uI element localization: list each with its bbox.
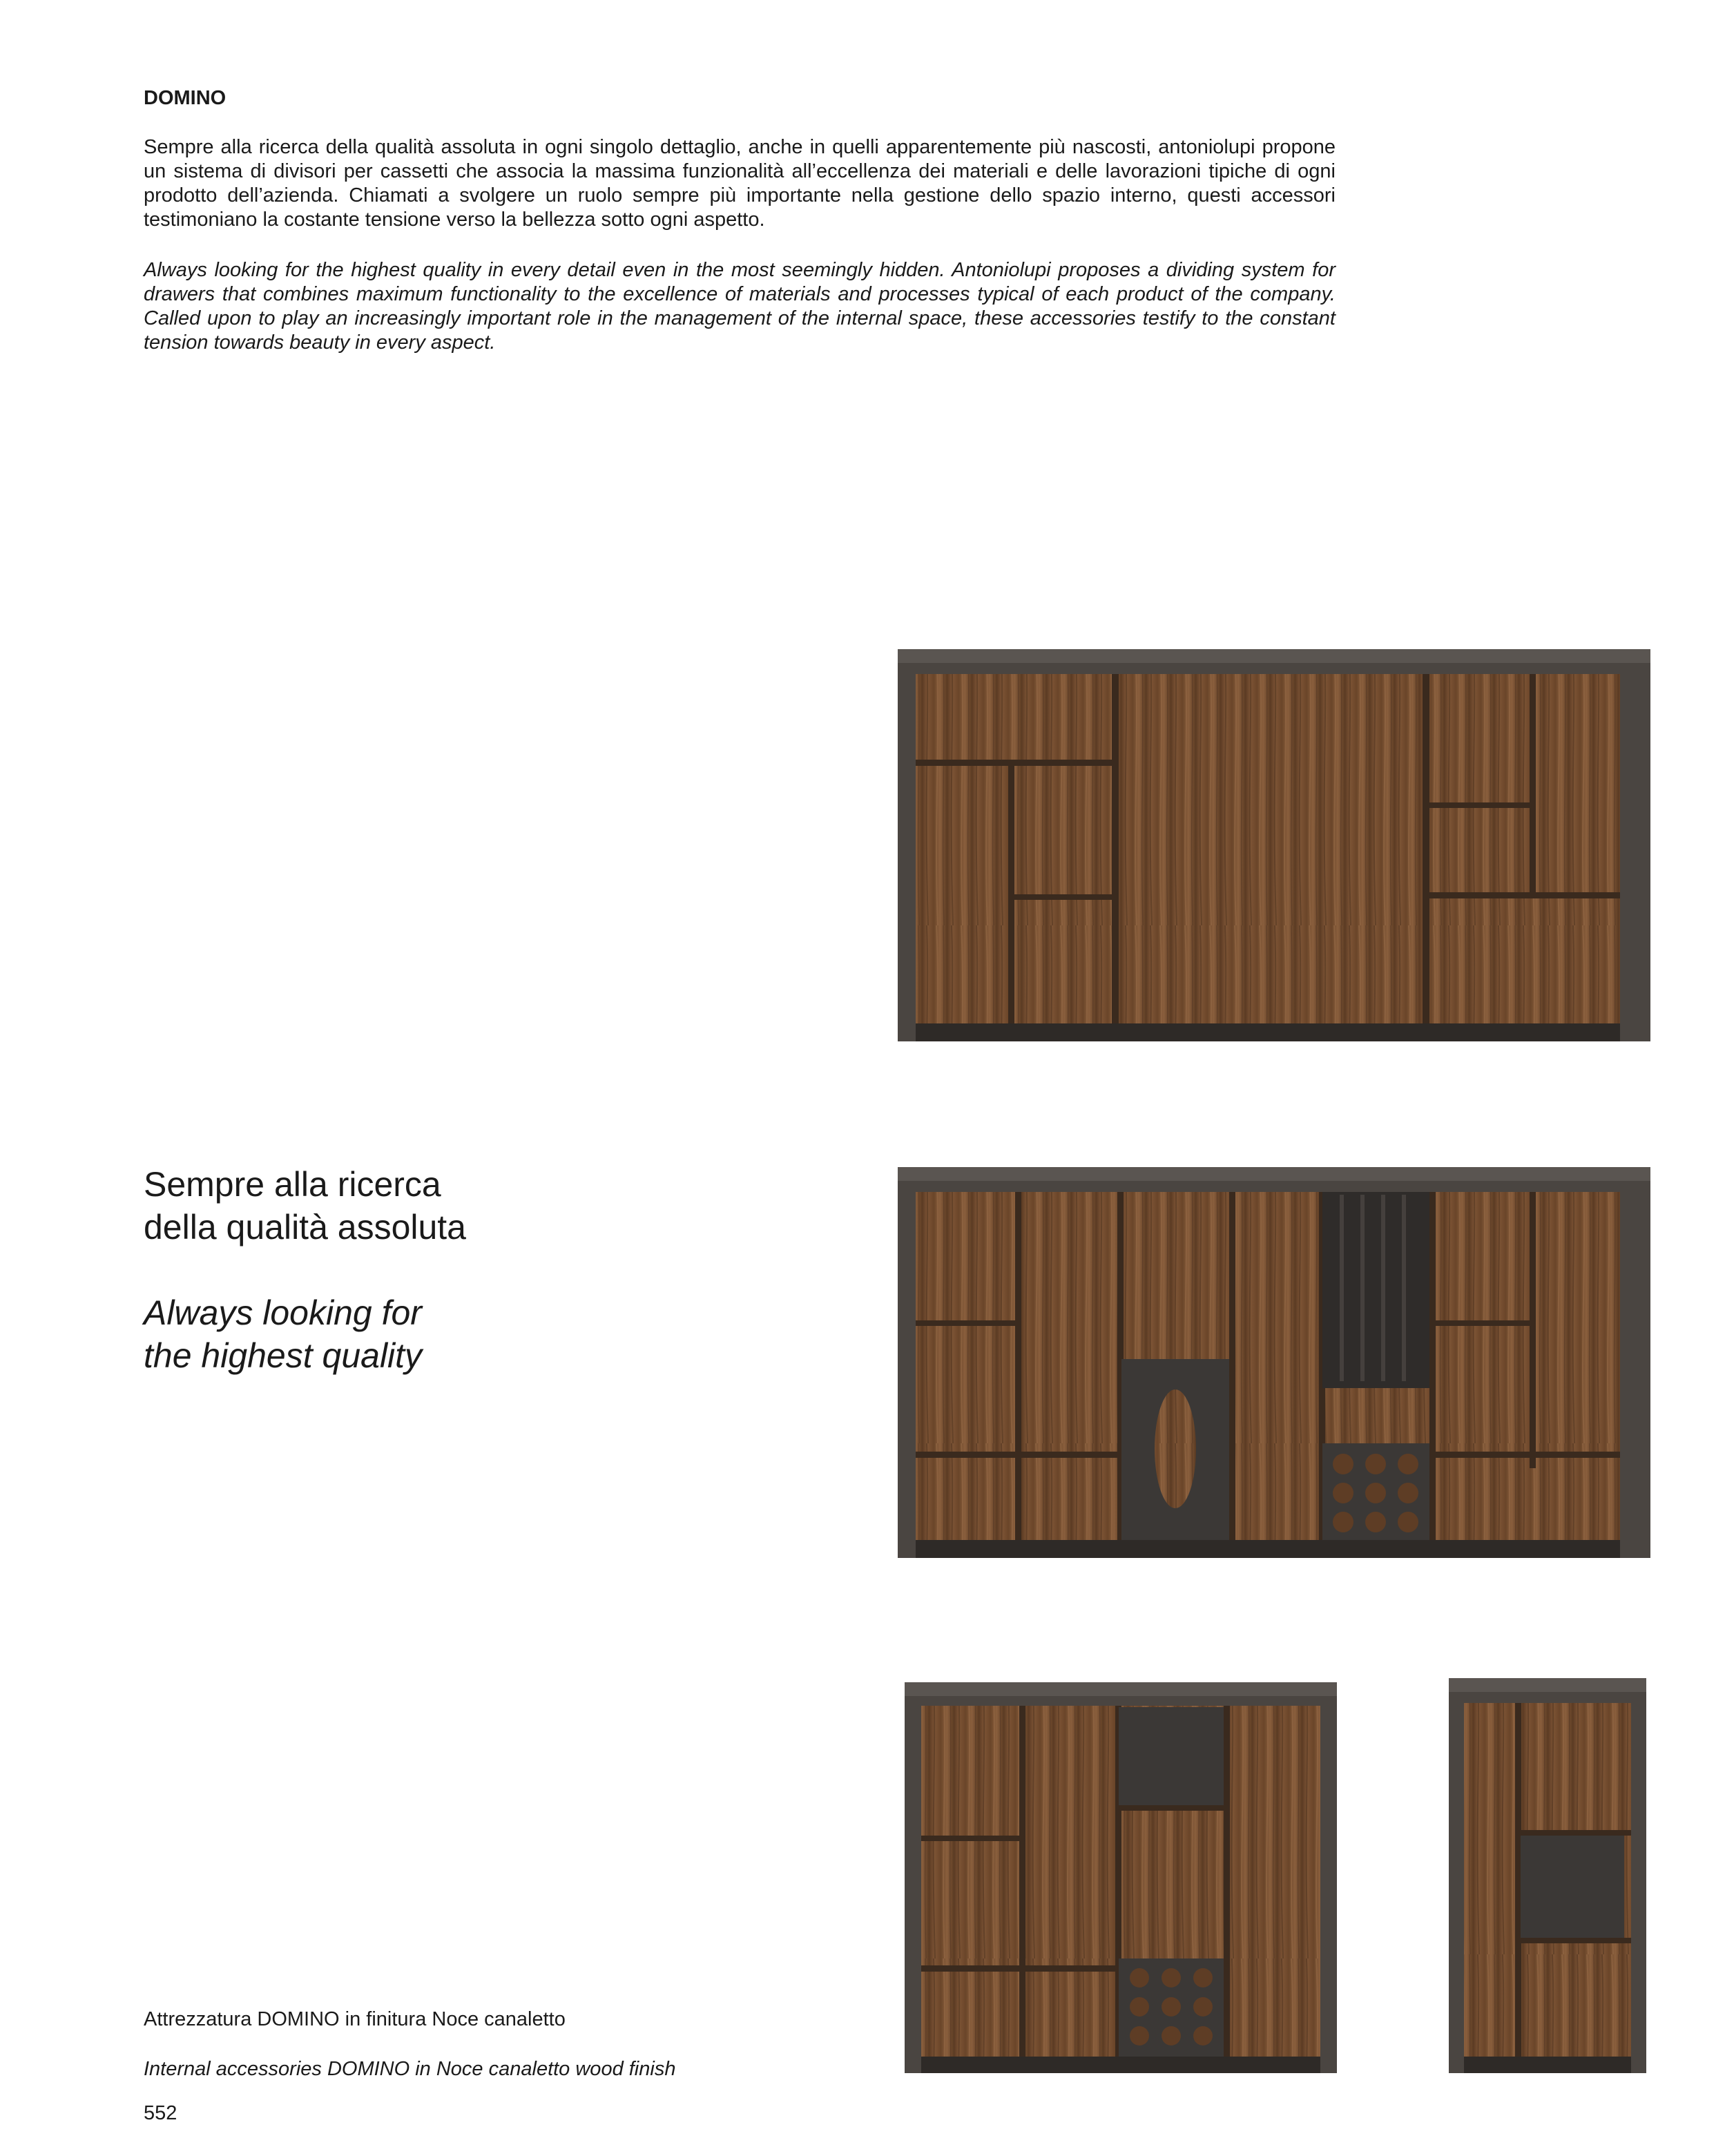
drawer-photo-3 <box>905 1682 1337 2073</box>
drawer-photo-2 <box>898 1167 1650 1558</box>
drawer-photo-4 <box>1449 1678 1646 2073</box>
photo-caption-english: Internal accessories DOMINO in Noce canaletto wood finish <box>144 2058 676 2080</box>
page-title: DOMINO <box>144 87 227 109</box>
pull-quote-italian: Sempre alla ricerca della qualità assoluta <box>144 1165 466 1247</box>
pull-quote-english: Always looking for the highest quality <box>144 1293 423 1375</box>
intro-paragraph-english: Always looking for the highest quality in every detail even in the most seemingly hidden. Antoniolupi proposes a dividing system for drawers that combines maximum functionality to the excellence of materials and processes typical of each product of the company. Called upon to play an increasingly important role in the management of the internal space, these accessories testify to the constant tension towards beauty in every aspect. <box>144 259 1336 354</box>
intro-paragraph-italian: Sempre alla ricerca della qualità assoluta in ogni singolo dettaglio, anche in quelli apparentemente più nascosti, antoniolupi propone un sistema di divisori per cassetti che associa la massima funzionalità all’eccellenza dei materiali e delle lavorazioni tipiche di ogni prodotto dell’azienda. Chiamati a svolgere un ruolo sempre più importante nella gestione dello spazio interno, questi accessori testimoniano la costante tensione verso la bellezza sotto ogni aspetto. <box>144 136 1336 231</box>
drawer-photo-1 <box>898 649 1650 1041</box>
page-number: 552 <box>144 2102 177 2124</box>
photo-caption-italian: Attrezzatura DOMINO in finitura Noce canaletto <box>144 2008 566 2030</box>
